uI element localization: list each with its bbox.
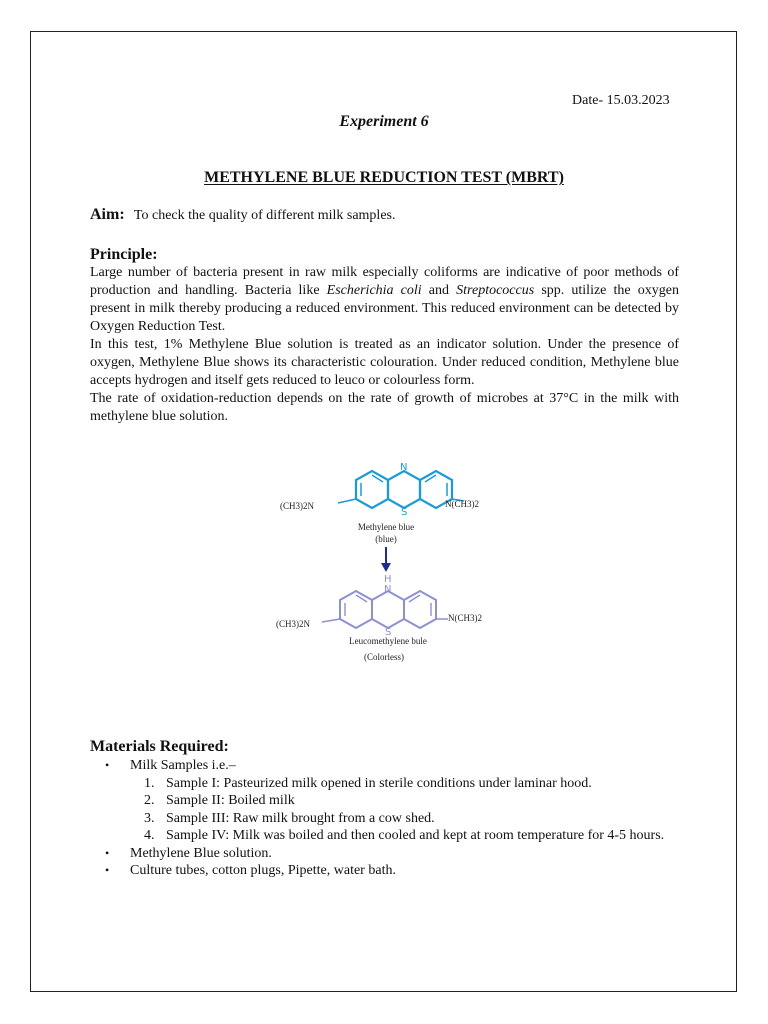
experiment-number: Experiment 6 bbox=[339, 113, 429, 130]
materials-heading: Materials Required: bbox=[90, 738, 229, 755]
species-name: Escherichia coli bbox=[326, 283, 422, 298]
leucomethylene-blue-structure bbox=[322, 591, 448, 628]
list-item bbox=[90, 845, 679, 863]
top-right-group: N(CH3)2 bbox=[445, 499, 479, 509]
aim-text: To check the quality of different milk samples. bbox=[133, 208, 396, 223]
bottom-h-label: H bbox=[384, 574, 392, 585]
sample-text: Sample IV: Milk was boiled and then cooled and kept at room temperature for 4-5 hours. bbox=[166, 828, 665, 843]
date: Date- 15.03.2023 bbox=[572, 93, 670, 108]
principle-paragraph-3: The rate of oxidation-reduction depends on the rate of growth of microbes at 37°C in the milk with methylene blue solution. bbox=[90, 391, 679, 424]
principle-paragraph-1 bbox=[90, 264, 679, 336]
species-name: Streptococcus bbox=[456, 283, 535, 298]
list-item bbox=[90, 775, 679, 793]
top-subcaption: (blue) bbox=[375, 534, 397, 544]
list-item bbox=[90, 862, 679, 880]
bottom-right-group: N(CH3)2 bbox=[448, 613, 482, 623]
materials-item-dye: Methylene Blue solution. bbox=[130, 845, 272, 861]
page-title: METHYLENE BLUE REDUCTION TEST (MBRT) bbox=[204, 169, 564, 186]
bottom-left-group: (CH3)2N bbox=[276, 619, 310, 629]
sample-text: Sample I: Pasteurized milk opened in sterile conditions under laminar hood. bbox=[166, 775, 592, 791]
bottom-subcaption: (Colorless) bbox=[364, 652, 404, 662]
list-number: 3. bbox=[144, 810, 155, 826]
list-number: 1. bbox=[144, 775, 155, 791]
materials-list bbox=[90, 757, 679, 880]
methylene-blue-reduction-diagram bbox=[270, 455, 510, 670]
materials-item-equipment: Culture tubes, cotton plugs, Pipette, water bath. bbox=[130, 863, 396, 878]
bottom-s-label: S bbox=[385, 627, 392, 638]
top-caption: Methylene blue bbox=[357, 522, 415, 532]
principle-heading: Principle: bbox=[90, 246, 158, 263]
list-item bbox=[90, 827, 679, 845]
list-item bbox=[90, 810, 679, 828]
reduction-arrow bbox=[381, 547, 391, 572]
list-item bbox=[90, 792, 679, 810]
aim-section bbox=[90, 206, 395, 224]
materials-item-milk: Milk Samples i.e.– bbox=[130, 758, 236, 773]
principle-text: and bbox=[421, 283, 457, 298]
list-number: 4. bbox=[144, 828, 155, 843]
principle-text: Large number of bacteria present in raw milk especially coliforms are indicative of poor methods of production and handling. Bacteria like bbox=[90, 265, 679, 298]
list-item bbox=[90, 757, 679, 775]
top-n-label: N bbox=[400, 462, 408, 473]
principle-paragraph-2: In this test, 1% Methylene Blue solution is treated as an indicator solution. Under the presence of oxygen, Methylene Blue shows its characteristic colouration. Under reduced condition, Methylene blue accepts hydrogen and itself gets reduced to leuco or colourless form. bbox=[90, 337, 679, 388]
aim-label: Aim: bbox=[90, 206, 125, 223]
sample-text: Sample II: Boiled milk bbox=[166, 793, 295, 808]
principle-text: spp. utilize the oxygen present in milk thereby producing a reduced environment. This reduced environment can be detected by Oxygen Reduction Test. bbox=[90, 283, 679, 334]
sample-text: Sample III: Raw milk brought from a cow shed. bbox=[166, 810, 435, 826]
sample-list bbox=[90, 775, 679, 845]
principle-body bbox=[90, 264, 679, 426]
top-left-group: (CH3)2N bbox=[280, 501, 314, 511]
bottom-caption: Leucomethylene bule bbox=[349, 636, 427, 646]
bottom-n-label: N bbox=[384, 584, 392, 595]
list-number: 2. bbox=[144, 793, 155, 808]
top-s-label: S bbox=[401, 507, 408, 518]
